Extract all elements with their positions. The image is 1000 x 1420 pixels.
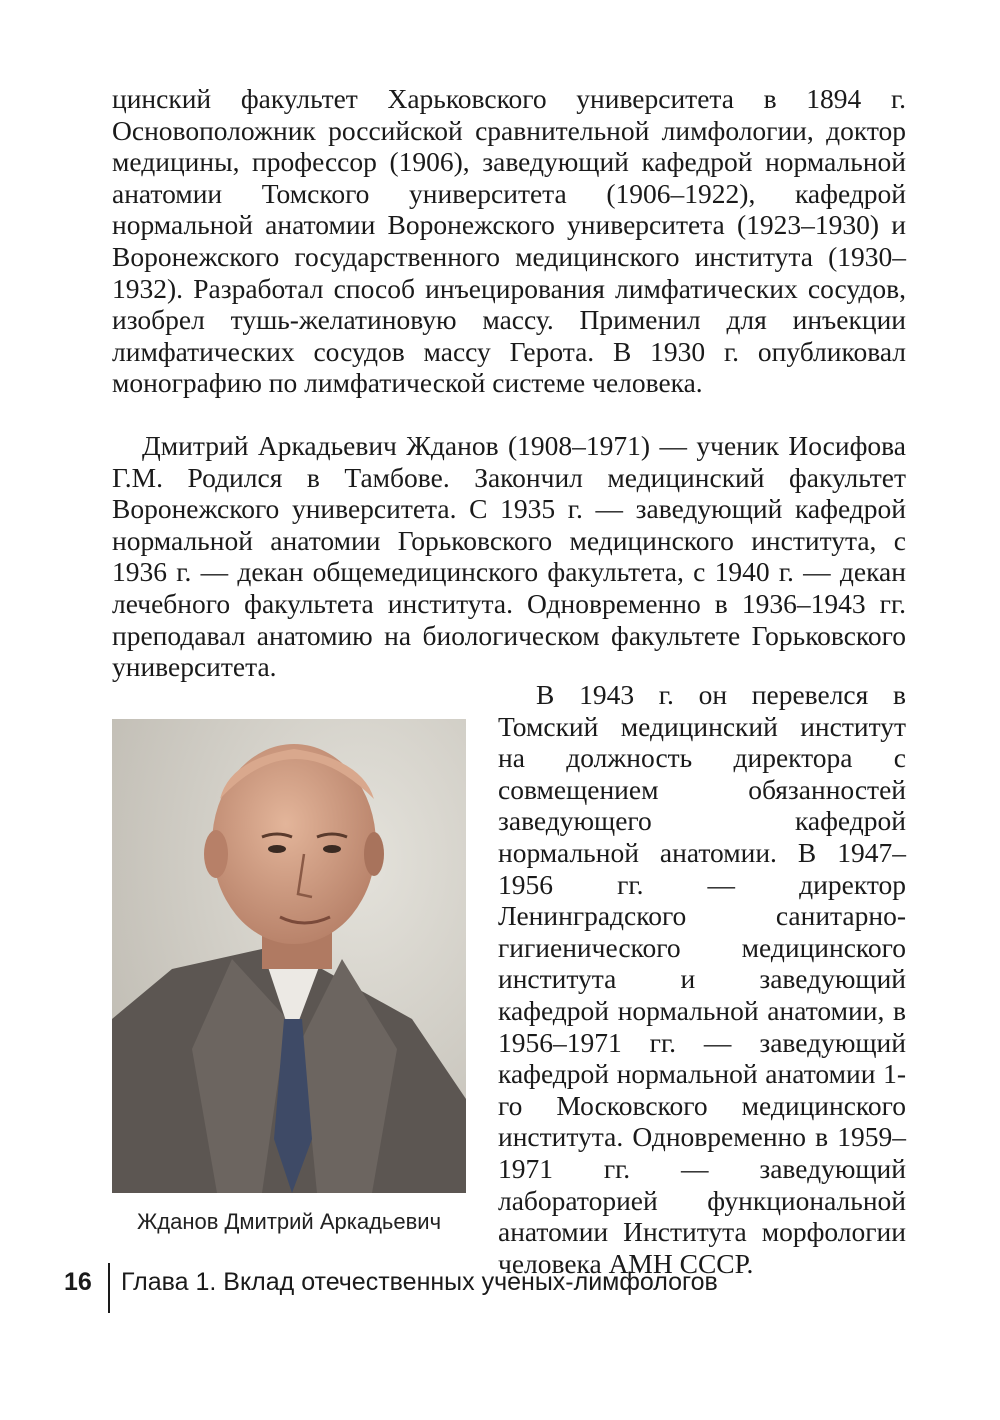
photo-caption: Жданов Дмитрий Аркадьевич [136, 1209, 442, 1234]
paragraph-1: цинский факультет Харьковского университета в 1894 г. Основоположник российской сравнительной лимфологии, доктор медицины, профессор (1906), заведующий кафедрой нормальной анатомии Томского университета (1906–1922), кафедрой нормальной анатомии Воронежского университета (1923–1930) и Воронежского государственного медицинского института (1930–1932). Разработал способ инъецирования лимфатических сосудов, изобрел тушь-желатиновую массу. Применил для инъекции лимфатических сосудов массу Герота. В 1930 г. опубликовал монографию по лимфатической системе человека. [112, 83, 906, 399]
paragraph-3: В 1943 г. он перевелся в Томский медицинский институт на должность директора с совмещением обязанностей заведующего кафедрой нормальной анатомии. В 1947–1956 гг. — директор Ленинградского санитарно-гигиенического медицинского института и заведующий кафедрой нормальной анатомии, в 1956–1971 гг. — заведующий кафедрой нормальной анатомии 1-го Московского медицинского института. Одновременно в 1959–1971 гг. — заведующий лабораторией функциональной анатомии Института морфологии человека АМН СССР. [498, 679, 906, 1279]
chapter-title: Глава 1. Вклад отечественных ученых-лимфологов [121, 1268, 718, 1296]
page-number: 16 [64, 1268, 92, 1296]
portrait-illustration [112, 719, 466, 1193]
footer-divider [108, 1263, 110, 1313]
portrait-photo [112, 719, 466, 1193]
paragraph-2: Дмитрий Аркадьевич Жданов (1908–1971) — ученик Иосифова Г.М. Родился в Тамбове. Закончил медицинский факультет Воронежского университета. С 1935 г. — заведующий кафедрой нормальной анатомии Горьковского медицинского института, с 1936 г. — декан общемедицинского факультета, с 1940 г. — декан лечебного факультета института. Одновременно в 1936–1943 гг. преподавал анатомию на биологическом факультете Горьковского университета. [112, 430, 906, 683]
